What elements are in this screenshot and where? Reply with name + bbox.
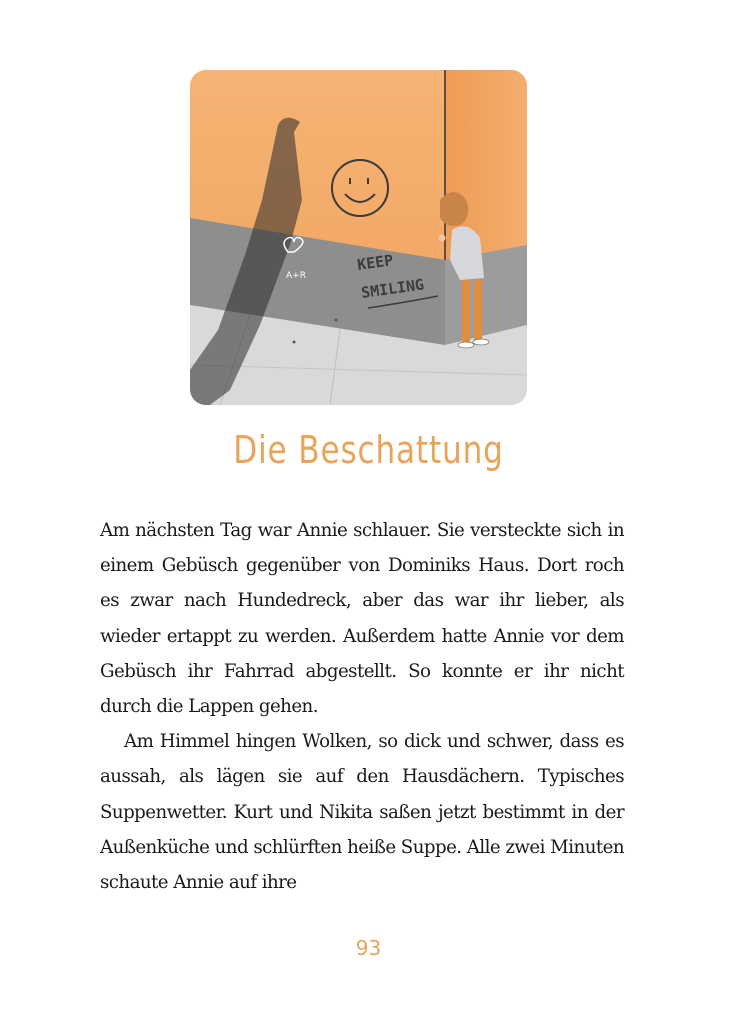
chapter-title: Die Beschattung [233,428,504,472]
pebble [252,294,256,298]
body-text [100,513,624,900]
page-number: 93 [355,936,382,960]
paragraph: Am nächsten Tag war Annie schlauer. Sie versteckte sich in einem Gebüsch gegenüber von Dominiks Haus. Dort roch es zwar nach Hundedreck, aber das war ihr lieber, als wieder ertappt zu werden. Außerdem hatte Annie vor dem Gebüsch ihr Fahrrad abgestellt. So konnte er ihr nicht durch die Lappen gehen. [100,520,624,718]
illustration-drawing [190,70,527,405]
graffiti-smiling: SMILING [360,275,426,302]
pebble [335,319,338,322]
heart-initials: A+R [286,271,306,281]
graffiti-keep: KEEP [356,251,395,274]
chapter-illustration [190,70,527,405]
paragraph: Am Himmel hingen Wolken, so dick und schwer, dass es aussah, als lägen sie auf den Hausdächern. Typisches Suppenwetter. Kurt und Nikita saßen jetzt bestimmt in der Außenküche und schlürften heiße Suppe. Alle zwei Minuten schaute Annie auf ihre [100,731,624,894]
pebble [293,341,296,344]
